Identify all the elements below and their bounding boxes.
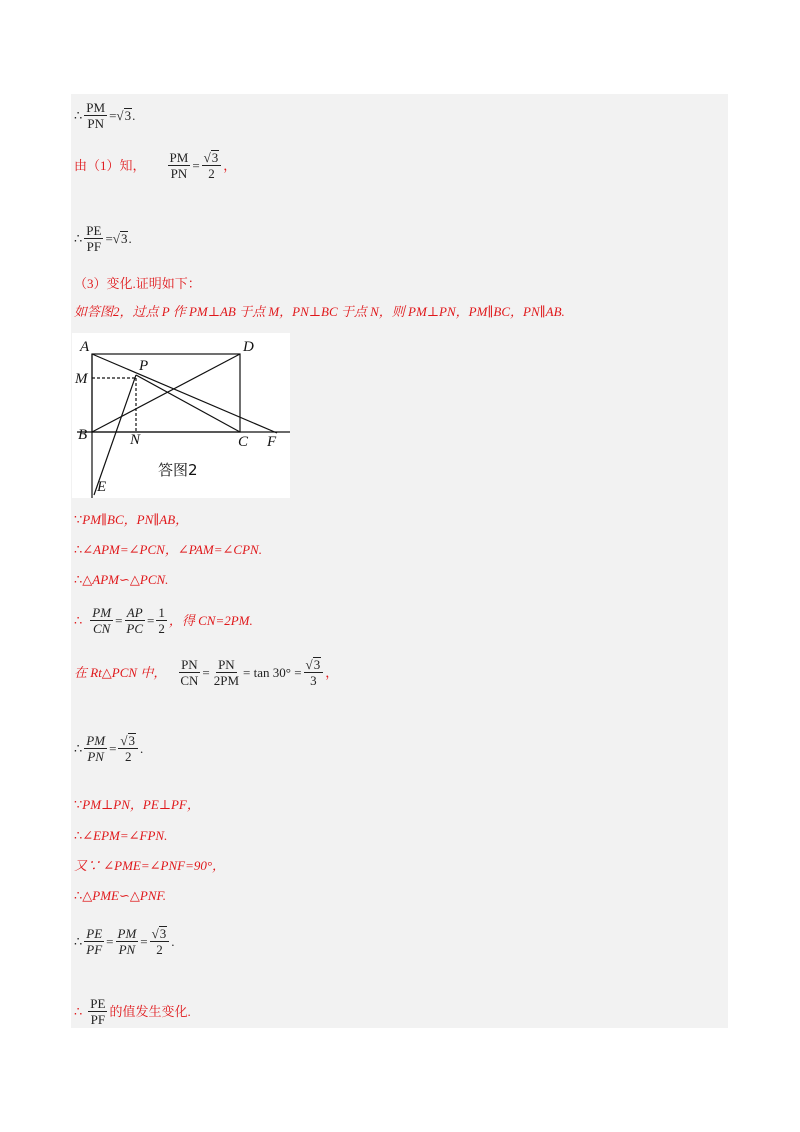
right-angles: 又∵ ∠PME=∠PNF=90°， — [74, 858, 226, 873]
therefore-symbol: ∴ — [74, 740, 83, 756]
line-pe-pf-sqrt3 — [74, 223, 132, 254]
similar-triangles-2 — [74, 888, 166, 904]
given-parallels — [74, 512, 188, 528]
therefore-symbol: ∴ — [74, 933, 83, 949]
therefore-symbol: ∴ — [74, 107, 83, 123]
therefore-symbol: ∴ — [74, 1003, 83, 1019]
fraction-denominator: PN — [87, 116, 104, 131]
fraction-numerator: √3 — [202, 150, 222, 166]
fraction-denominator: 2 — [158, 621, 165, 636]
fraction-numerator: PN — [218, 657, 235, 672]
figure-caption: 答图2 — [158, 461, 198, 479]
equal-angles-text: ∠APM=∠PCN，∠PAM=∠CPN. — [82, 542, 262, 557]
label-e: E — [97, 479, 107, 495]
label-m: M — [75, 371, 88, 387]
solution-panel — [71, 94, 728, 1028]
fraction-numerator: √3 — [150, 926, 170, 942]
label-f: F — [267, 434, 277, 450]
therefore-symbol: ∴ — [74, 888, 83, 903]
fraction-denominator: PN — [87, 749, 104, 764]
period: . — [128, 230, 132, 246]
fraction-denominator: 3 — [310, 673, 317, 688]
fraction-numerator: PM — [86, 733, 106, 748]
fraction-denominator: 2 — [156, 942, 163, 957]
line-pc — [136, 375, 240, 432]
sqrt-3: √3 — [112, 230, 128, 246]
label-d: D — [243, 339, 254, 355]
fraction-numerator: √3 — [304, 657, 324, 673]
fraction-numerator: PE — [86, 223, 102, 238]
fraction-numerator: PM — [86, 100, 106, 115]
right-triangle-text: 在 Rt△PCN 中， — [74, 664, 167, 680]
therefore-symbol: ∴ — [74, 542, 83, 557]
fraction-numerator: AP — [126, 605, 143, 620]
period: . — [171, 933, 175, 949]
equals-sign: = — [147, 612, 155, 628]
line-from-part1 — [74, 150, 236, 181]
fraction-denominator: PN — [118, 942, 136, 957]
fraction-numerator: PM — [117, 926, 137, 941]
tan-line — [74, 657, 338, 688]
label-b: B — [78, 427, 88, 443]
equals-sign: = — [202, 664, 210, 680]
fraction-numerator: PE — [86, 926, 103, 941]
equals-sign: = — [109, 107, 117, 123]
equal-angles — [74, 542, 262, 558]
fraction-numerator: PM — [169, 150, 189, 165]
fraction-numerator: 1 — [158, 605, 165, 620]
result-text: ，得 CN=2PM. — [168, 612, 253, 628]
equals-sign: = — [115, 612, 123, 628]
fraction-denominator: PC — [126, 621, 144, 636]
fraction-denominator: PF — [86, 239, 102, 254]
angles-equal-2 — [74, 828, 167, 844]
label-a: A — [80, 339, 90, 355]
equals-sign: = — [109, 740, 117, 756]
therefore-symbol: ∴ — [74, 612, 83, 628]
fraction-denominator: PN — [170, 166, 188, 181]
angles-equal-2-text: ∠EPM=∠FPN. — [82, 828, 168, 843]
conclusion-text: 的值发生变化. — [109, 1003, 191, 1019]
fraction-denominator: CN — [93, 621, 111, 636]
period: . — [132, 107, 136, 123]
label-n: N — [130, 432, 141, 448]
therefore-symbol: ∴ — [74, 572, 83, 587]
therefore-symbol: ∴ — [74, 828, 83, 843]
label-c: C — [238, 434, 249, 450]
given-parallels-text: PM∥BC，PN∥AB， — [82, 512, 189, 527]
therefore-symbol: ∴ — [74, 230, 83, 246]
equals-sign: = — [106, 933, 114, 949]
comma: ， — [223, 157, 237, 173]
fraction-denominator: 2 — [124, 749, 132, 764]
sqrt-3: √3 — [116, 107, 132, 123]
tan-30-text: = tan 30° = — [243, 664, 302, 680]
fraction-denominator: PF — [90, 1012, 106, 1027]
fraction-numerator: √3 — [118, 733, 138, 749]
conclusion — [74, 996, 191, 1027]
fraction-denominator: 2PM — [213, 673, 240, 688]
geometry-figure — [72, 333, 290, 498]
because-symbol: ∵ — [74, 512, 83, 527]
fraction-numerator: PM — [92, 605, 112, 620]
construction-text: 如答图2，过点 P 作 PM⊥AB 于点 M，PN⊥BC 于点 N，则 PM⊥PN，PM∥BC，PN∥AB. — [74, 304, 565, 319]
fraction-numerator: PE — [90, 996, 106, 1011]
part3-heading: （3）变化.证明如下： — [74, 276, 201, 291]
period: . — [140, 740, 144, 756]
comma: ， — [325, 664, 339, 680]
perpendiculars — [74, 797, 200, 813]
because-symbol: ∵ — [74, 797, 83, 812]
from-part1-text: 由（1）知， — [74, 157, 146, 173]
fraction-denominator: CN — [180, 673, 199, 688]
fraction-denominator: 2 — [208, 166, 215, 181]
line-pm-pn-sqrt3 — [74, 100, 135, 131]
equals-sign: = — [192, 157, 200, 173]
similar-triangles-1-text: △APM∽△PCN. — [82, 572, 169, 587]
pm-pn-result — [74, 733, 143, 764]
similar-triangles-1 — [74, 572, 168, 588]
equals-sign: = — [140, 933, 148, 949]
similar-triangles-2-text: △PME∽△PNF. — [82, 888, 167, 903]
pe-pf-result — [74, 926, 175, 957]
perpendiculars-text: PM⊥PN，PE⊥PF， — [82, 797, 200, 812]
equals-sign: = — [105, 230, 113, 246]
fraction-denominator: PF — [86, 942, 103, 957]
label-p: P — [139, 358, 149, 374]
fraction-numerator: PN — [181, 657, 198, 672]
ratio-line — [74, 605, 253, 636]
